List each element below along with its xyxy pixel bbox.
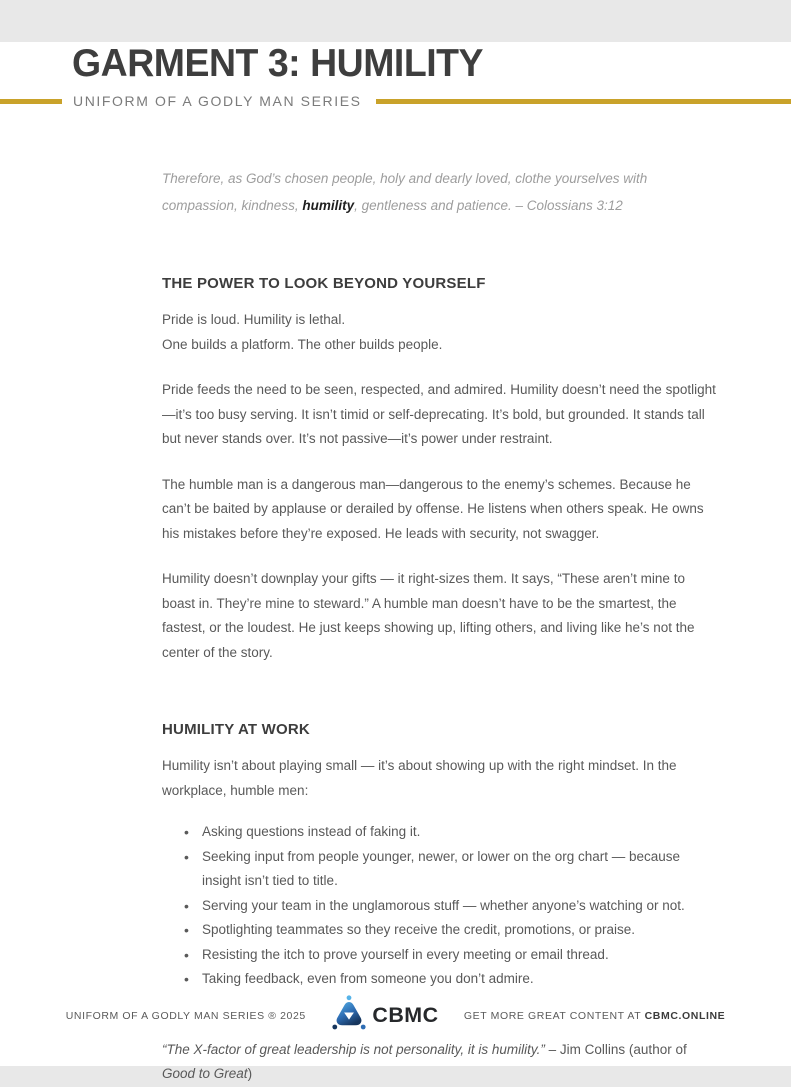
section-heading-work: HUMILITY AT WORK (162, 721, 310, 738)
promo-lead: GET MORE GREAT CONTENT AT (463, 1009, 645, 1022)
accent-rule-right (376, 99, 791, 104)
couplet-line-1: Pride is loud. Humility is lethal. (162, 312, 346, 327)
couplet-line-2: One builds a platform. The other builds people. (162, 336, 443, 352)
footer-promo-text (464, 1010, 725, 1022)
page-title: GARMENT 3: HUMILITY (72, 42, 484, 85)
work-intro-paragraph: Humility isn’t about playing small — it’s about showing up with the right mindset. In the workplace, humble men: (162, 758, 677, 798)
footer-series-text: UNIFORM OF A GODLY MAN SERIES ® 2025 (65, 1009, 306, 1022)
list-item: • Spotlighting teammates so they receive the credit, promotions, or praise. (162, 918, 720, 943)
section-heading-power: THE POWER TO LOOK BEYOND YOURSELF (162, 275, 486, 292)
accent-rule-left (0, 99, 62, 104)
epigraph-emphasis: humility (302, 198, 355, 213)
list-item: • Resisting the itch to prove yourself in every meeting or email thread. (162, 943, 720, 968)
cbmc-logo (332, 995, 438, 1036)
quote-close-paren: ) (247, 1066, 253, 1081)
document-footer (0, 995, 791, 1036)
cbmc-online-text: CBMC.ONLINE (644, 1009, 726, 1022)
quote-book-title: Good to Great (162, 1066, 248, 1081)
subtitle-row (0, 93, 791, 109)
humility-bullet-list (162, 820, 720, 992)
body-paragraph: Humility doesn’t downplay your gifts — it right-sizes them. It says, “These aren’t mine to boast in. They’re mine to steward.” A humble man doesn’t have to be the smartest, the fastest, or the loudest. He just keeps showing up, lifting others, and living like he’s not the center of the story. (162, 571, 695, 660)
scripture-epigraph (162, 165, 720, 219)
closing-quote (162, 1038, 720, 1087)
cbmc-triangle-icon (332, 995, 366, 1036)
series-subtitle: UNIFORM OF A GODLY MAN SERIES (73, 93, 362, 109)
document-page (0, 42, 791, 1081)
list-item: • Serving your team in the unglamorous stuff — whether anyone’s watching or not. (162, 894, 720, 919)
quote-text: “The X-factor of great leadership is not personality, it is humility.” (162, 1041, 545, 1057)
list-item: • Taking feedback, even from someone you don’t admire. (162, 967, 720, 992)
document-body (162, 165, 720, 1087)
document-header (0, 42, 791, 109)
list-item: • Asking questions instead of faking it. (162, 820, 720, 845)
cbmc-wordmark: CBMC (372, 1003, 439, 1027)
epigraph-lead: Therefore, as God’s chosen people, holy and dearly loved, clothe yourselves with compassion, kindness, (162, 171, 648, 213)
quote-attribution: – Jim Collins (author of (544, 1041, 687, 1057)
couplet-paragraph (162, 308, 720, 357)
epigraph-tail: , gentleness and patience. – Colossians 3:12 (354, 198, 623, 213)
body-paragraph: Pride feeds the need to be seen, respected, and admired. Humility doesn’t need the spotlight—it’s too busy serving. It isn’t timid or self-deprecating. It’s bold, but grounded. It stands tall but never stands over. It’s not passive—it’s power under restraint. (162, 382, 716, 446)
body-paragraph: The humble man is a dangerous man—dangerous to the enemy’s schemes. Because he can’t be baited by applause or derailed by offense. He listens when others speak. He owns his mistakes before they’re exposed. He leads with security, not swagger. (162, 476, 704, 541)
list-item: • Seeking input from people younger, newer, or lower on the org chart — because insight isn’t tied to title. (162, 845, 720, 894)
